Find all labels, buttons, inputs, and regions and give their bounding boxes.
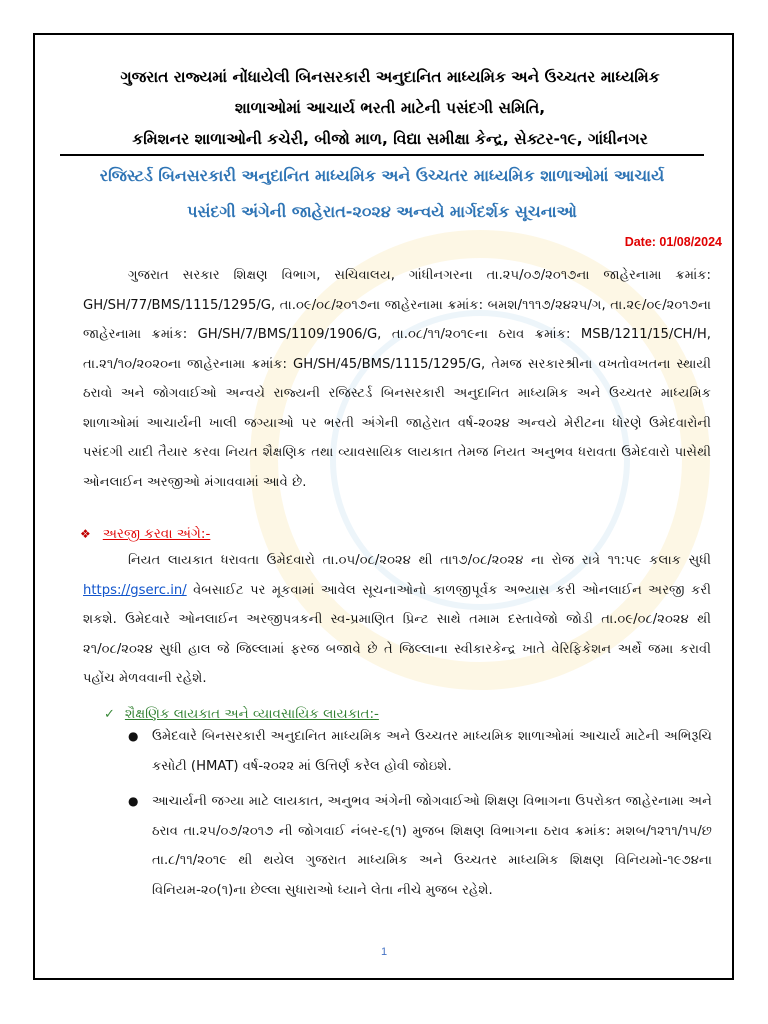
header-line-2: શાળાઓમાં આચાર્ય ભરતી માટેની પસંદગી સમિતિ, xyxy=(234,99,546,117)
application-text-before-link: નિયત લાયકાત ધરાવતા ઉમેદવારો તા.૦૫/૦૮/૨૦૨૪ થી તા૧૭/૦૮/૨૦૨૪ ના રોજ રાત્રે ૧૧:૫૯ કલાક સુધી xyxy=(128,553,711,568)
section-heading-qualification-label: શૈક્ષણિક લાયકાત અને વ્યાવસાયિક લાયકાત:- xyxy=(124,706,379,722)
gserc-website-link[interactable]: https://gserc.in/ xyxy=(83,582,187,598)
list-item-text: આચાર્યની જગ્યા માટે લાયકાત, અનુભવ અંગેની જોગવાઈઓ શિક્ષણ વિભાગના ઉપરોક્ત જાહેરનામા અને ઠરાવ તા.૨૫/૦૭/૨૦૧૭ ની જોગવાઈ નંબર-૬(૧) મુજબ શિક્ષણ વિભાગના ઠરાવ ક્રમાંક: મશબ/૧૨૧૧/૧૫/છ તા.૮/૧૧/૨૦૧૯ થી થયેલ ગુજરાત માધ્યમિક અને ઉચ્ચતર માધ્યમિક શિક્ષણ વિનિયમો-૧૯૭૪ના વિનિયમ-૨૦(૧)ના છેલ્લા સુધારાઓ ધ્યાને લેતા નીચે મુજબ રહેશે. xyxy=(152,794,712,898)
qualification-bullet-list xyxy=(128,722,712,911)
diamond-bullet-icon: ❖ xyxy=(80,527,91,541)
application-paragraph xyxy=(83,546,711,694)
page-number: 1 xyxy=(380,946,388,958)
subject-line-2: પસંદગી અંગેની જાહેરાત-૨૦૨૪ અન્વયે માર્ગદર્શક સૂચનાઓ xyxy=(187,202,577,221)
document-date: Date: 01/08/2024 xyxy=(624,235,722,249)
list-item xyxy=(128,787,712,905)
header-rule xyxy=(60,154,704,156)
section-heading-application-label: અરજી કરવા અંગે:- xyxy=(102,526,211,542)
list-item xyxy=(128,722,712,781)
section-heading-application xyxy=(80,522,210,546)
subject-line-1: રજિસ્ટર્ડ બિનસરકારી અનુદાનિત માધ્યમિક અને ઉચ્ચતર માધ્યમિક શાળાઓમાં આચાર્ય xyxy=(99,166,665,185)
bullet-dot-icon: ● xyxy=(128,729,139,743)
application-text-after-link: વેબસાઈટ પર મૂકવામાં આવેલ સૂચનાઓનો કાળજીપૂર્વક અભ્યાસ કરી ઓનલાઈન અરજી કરી શકશે. ઉમેદવારે ઓનલાઈન અરજીપત્રકની સ્વ-પ્રમાણિત પ્રિન્ટ સાથે તમામ દસ્તાવેજો જોડી તા.૦૯/૦૮/૨૦૨૪ થી ૨૧/૦૮/૨૦૨૪ સુધી હાલ જે જિલ્લામાં ફરજ બજાવે છે તે જિલ્લાના સ્વીકારકેન્દ્ર ખાતે વેરિફિકેશન અર્થે જમા કરાવી પહોંચ મેળવવાની રહેશે. xyxy=(83,582,711,686)
bullet-dot-icon: ● xyxy=(128,794,139,808)
header-line-1: ગુજરાત રાજ્યમાં નોંધાયેલી બિનસરકારી અનુદાનિત માધ્યમિક અને ઉચ્ચતર માધ્યમિક xyxy=(120,68,660,86)
list-item-text: ઉમેદવારે બિનસરકારી અનુદાનિત માધ્યમિક અને ઉચ્ચતર માધ્યમિક શાળાઓમાં આચાર્ય માટેની અભિરૂચિ કસોટી (HMAT) વર્ષ-૨૦૨૨ માં ઉત્તિર્ણ કરેલ હોવી જોઇશે. xyxy=(152,729,712,774)
checkmark-icon: ✓ xyxy=(104,707,115,722)
header-line-3: કમિશનર શાળાઓની કચેરી, બીજો માળ, વિદ્યા સમીક્ષા કેન્દ્ર, સેક્ટર-૧૯, ગાંધીનગર xyxy=(132,130,648,148)
intro-paragraph xyxy=(83,261,711,497)
intro-paragraph-text: ગુજરાત સરકાર શિક્ષણ વિભાગ, સચિવાલય, ગાંધીનગરના તા.૨૫/૦૭/૨૦૧૭ના જાહેરનામા ક્રમાંક: GH/SH/77/BMS/1115/1295/G, તા.૦૯/૦૮/૨૦૧૭ના જાહેરનામા ક્રમાંક: બમશ/૧૧૧૭/૨૪૨૫/ગ, તા.૨૯/૦૯/૨૦૧૭ના જાહેરનામા ક્રમાંક: GH/SH/7/BMS/1109/1906/G, તા.૦૮/૧૧/૨૦૧૯ના ઠરાવ ક્રમાંક: MSB/1211/15/CH/H, તા.૨૧/૧૦/૨૦૨૦ના જાહેરનામા ક્રમાંક: GH/SH/45/BMS/1115/1295/G, તેમજ સરકારશ્રીના વખતોવખતના સ્થાયી ઠરાવો અને જોગવાઈઓ અન્વયે રાજ્યની રજિસ્ટર્ડ બિનસરકારી અનુદાનિત માધ્યમિક અને ઉચ્ચતર માધ્યમિક શાળાઓમાં આચાર્યની ખાલી જગ્યાઓ પર ભરતી અંગેની જાહેરાત વર્ષ-૨૦૨૪ અન્વયે મેરીટના ધોરણે ઉમેદવારોની પસંદગી યાદી તૈયાર કરવા નિયત શૈક્ષણિક તથા વ્યાવસાયિક લાયકાત તેમજ નિયત અનુભવ ધરાવતા ઉમેદવારો પાસેથી ઓનલાઈન અરજીઓ મંગાવવામાં આવે છે. xyxy=(83,268,711,490)
